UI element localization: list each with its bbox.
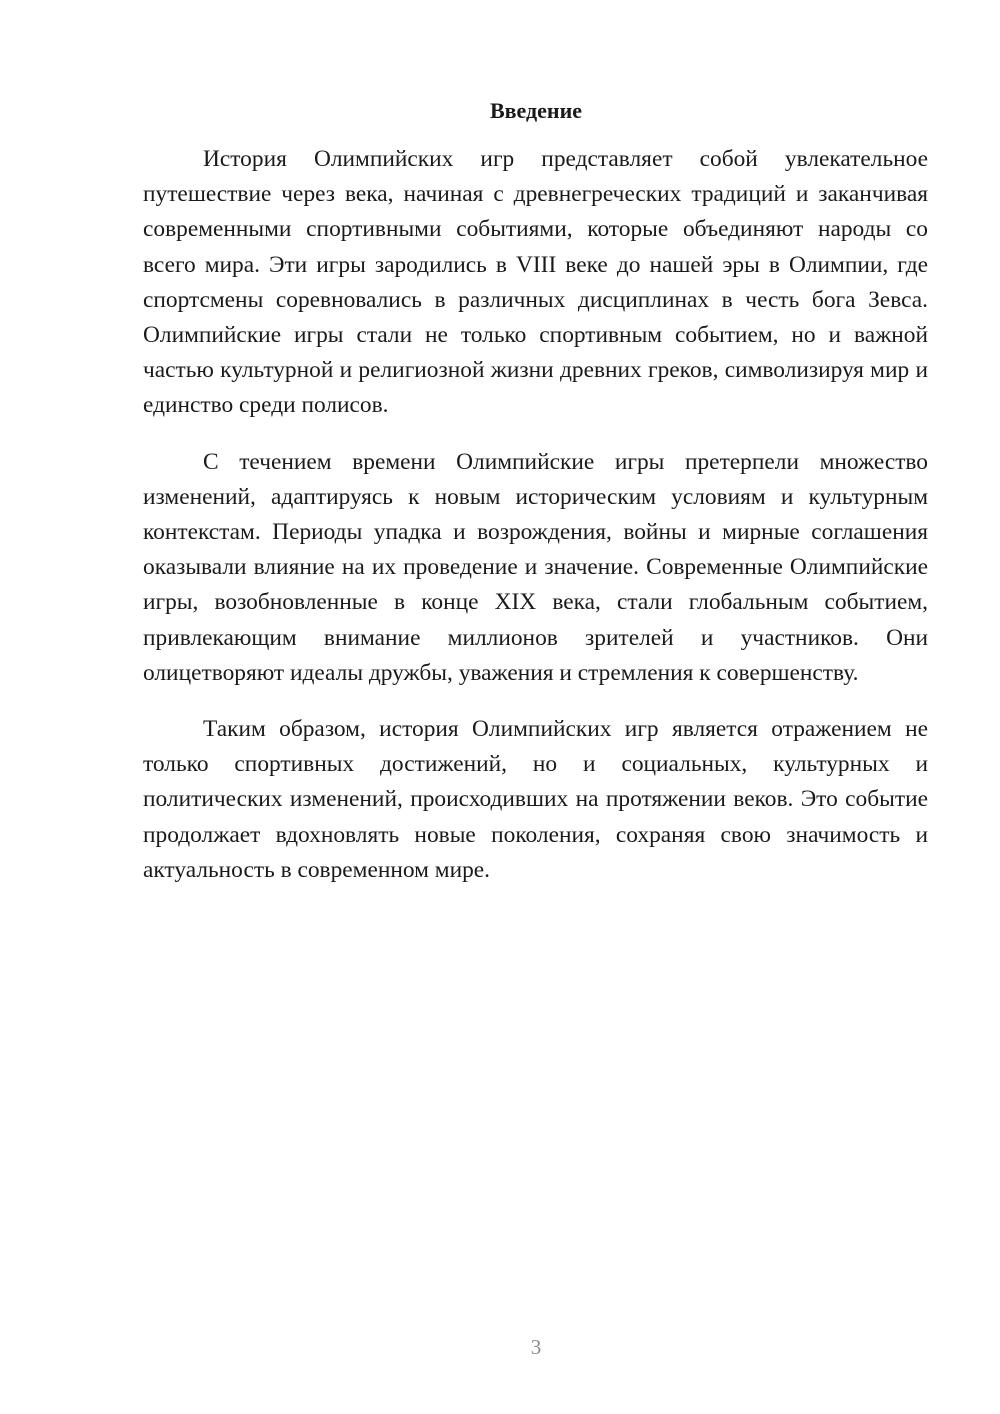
section-heading: Введение (489, 98, 583, 123)
body-text (143, 142, 928, 909)
paragraph-1: История Олимпийских игр представляет собой увлекательное путешествие через века, начиная с древнегреческих традиций и заканчивая современными спортивными событиями, которые объединяют народы со всего мира. Эти игры зародились в VIII веке до нашей эры в Олимпии, где спортсмены соревновались в различных дисциплинах в честь бога Зевса. Олимпийские игры стали не только спортивным событием, но и важной частью культурной и религиозной жизни древних греков, символизируя мир и единство среди полисов. (143, 146, 928, 419)
page-number: 3 (530, 1335, 542, 1359)
paragraph-2: С течением времени Олимпийские игры претерпели множество изменений, адаптируясь к новым историческим условиям и культурным контекстам. Периоды упадка и возрождения, войны и мирные соглашения оказывали влияние на их проведение и значение. Современные Олимпийские игры, возобновленные в конце XIX века, стали глобальным событием, привлекающим внимание миллионов зрителей и участников. Они олицетворяют идеалы дружбы, уважения и стремления к совершенству. (143, 448, 928, 686)
paragraph-3: Таким образом, история Олимпийских игр является отражением не только спортивных достижений, но и социальных, культурных и политических изменений, происходивших на протяжении веков. Это событие продолжает вдохновлять новые поколения, сохраняя свою значимость и актуальность в современном мире. (143, 716, 928, 883)
